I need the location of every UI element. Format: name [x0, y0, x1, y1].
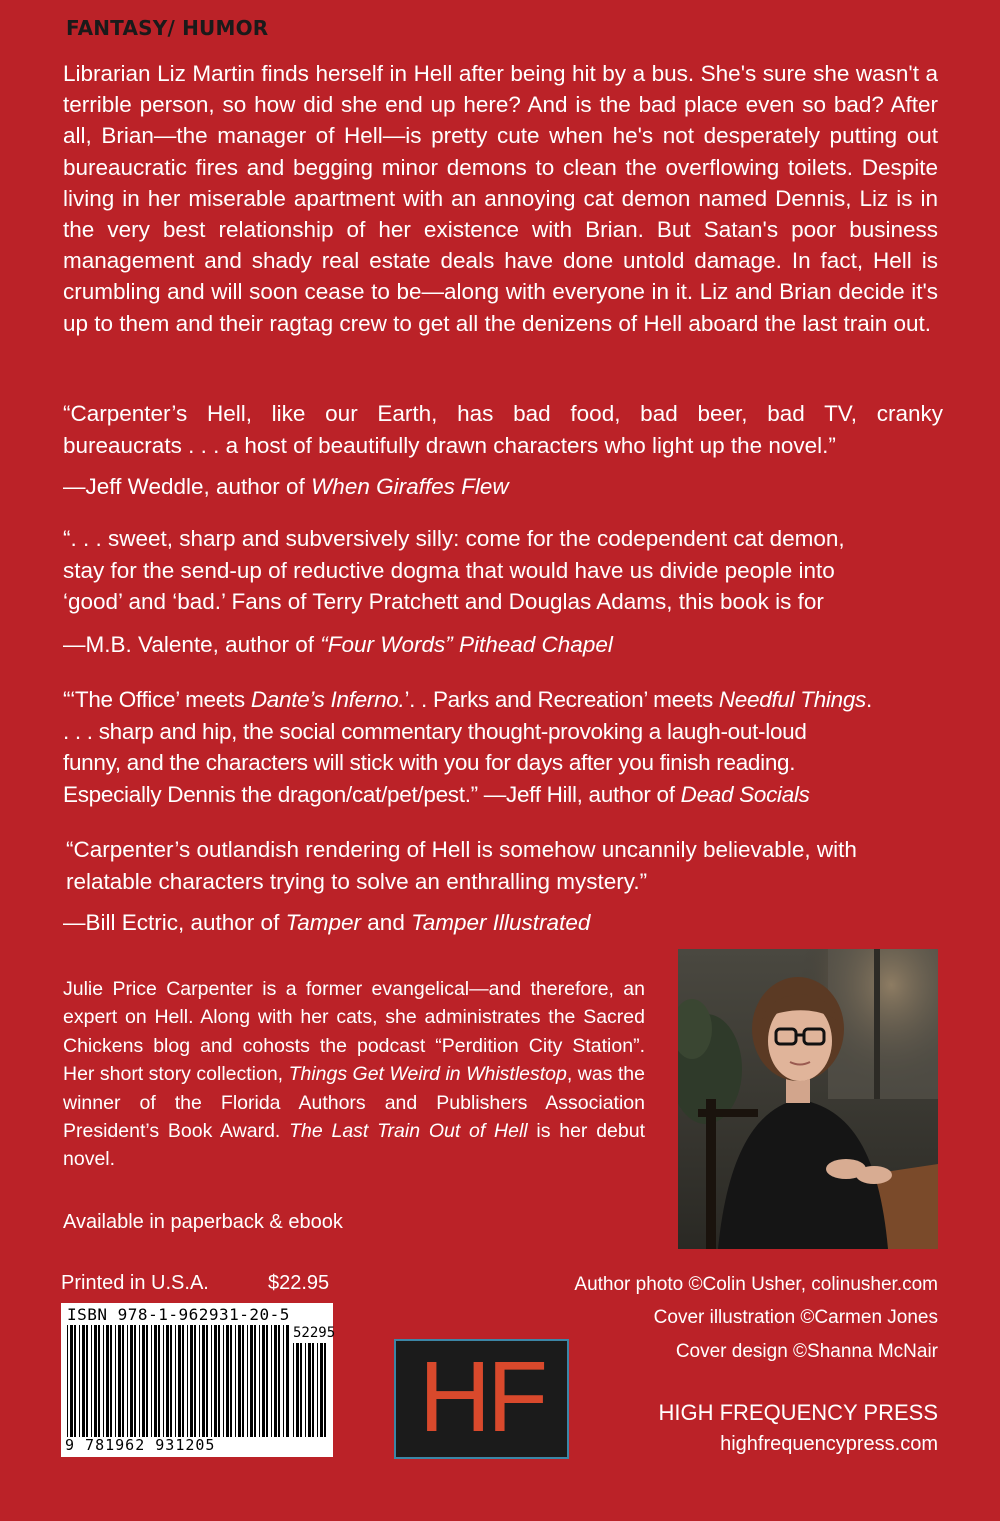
author-portrait-image: [678, 949, 938, 1249]
ean-bars: [67, 1325, 289, 1437]
attribution-author: —M.B. Valente, author of: [63, 632, 321, 657]
attribution-author: —Bill Ectric, author of: [63, 910, 286, 935]
review-quote-3: [63, 684, 943, 810]
quote-line: Especially Dennis the dragon/cat/pet/pest.” —Jeff Hill, author of Dead Socials: [63, 781, 810, 807]
attribution-work: Tamper: [285, 910, 362, 935]
price-bars: [293, 1343, 329, 1437]
design-credit: Cover design ©Shanna McNair: [675, 1341, 938, 1362]
publisher-website[interactable]: highfrequencypress.com: [720, 1433, 938, 1455]
attribution-work: Tamper Illustrated: [411, 910, 591, 935]
attribution-author: —Jeff Weddle, author of: [63, 474, 312, 499]
quote-line: ‘good’ and ‘bad.’ Fans of Terry Pratchett and Douglas Adams, this book is for: [63, 589, 824, 614]
ean-digits: 9 781962 931205: [65, 1436, 216, 1454]
quote-line: “. . . sweet, sharp and subversively silly: come for the codependent cat demon,: [63, 526, 845, 551]
quote-line: . . . sharp and hip, the social commentary thought-provoking a laugh-out-loud: [63, 718, 807, 744]
photo-credit: Author photo ©Colin Usher, colinusher.com: [574, 1274, 938, 1295]
quote-line: “‘The Office’ meets Dante’s Inferno.’. . Parks and Recreation’ meets Needful Things.: [63, 687, 872, 712]
review-quote-2: [63, 523, 943, 618]
book-price: $22.95: [268, 1272, 330, 1294]
illustration-credit: Cover illustration ©Carmen Jones: [653, 1307, 938, 1328]
isbn-number: ISBN 978-1-962931-20-5: [67, 1305, 290, 1324]
quote-line: “Carpenter’s outlandish rendering of Hell is somehow uncannily believable, with: [66, 837, 857, 862]
publisher-name: HIGH FREQUENCY PRESS: [658, 1400, 938, 1425]
quote-attribution-1: [63, 474, 509, 500]
quote-line: stay for the send-up of reductive dogma that would have us divide people into: [63, 557, 835, 583]
author-photo: [678, 949, 938, 1249]
quote-attribution-4: —Bill Ectric, author of Tamper and Tamper Illustrated: [63, 910, 591, 935]
quote-line: relatable characters trying to solve an enthralling mystery.”: [66, 868, 648, 894]
price-code: 52295: [293, 1325, 336, 1341]
publisher-logo-letters: HF: [418, 1341, 545, 1453]
book-blurb: Librarian Liz Martin finds herself in Hell after being hit by a bus. She's sure she wasn't a terrible person, so how did she end up here? And is the bad place even so bad? After all, Brian—the manager of Hell—is pretty cute when he's not desperately putting out bureaucratic fires and begging minor demons to clean the overflowing toilets. Despite living in her miserable apartment with an annoying cat demon named Dennis, Liz is in the very best relationship of her existence with Brian. But Satan's poor business management and shady real estate deals have done untold damage. In fact, Hell is crumbling and will soon cease to be—along with everyone in it. Liz and Brian decide it's up to them and their ragtag crew to get all the denizens of Hell aboard the last train out.: [63, 61, 938, 336]
quote-line: “Carpenter’s Hell, like our Earth, has bad food, bad beer, bad TV, cranky: [63, 401, 943, 426]
author-bio: Julie Price Carpenter is a former evangelical—and therefore, an expert on Hell. Along with her cats, she administrates the Sacred Chickens blog and cohosts the podcast “Perdition City Station”. Her short story collection, Things Get Weird in Whistlestop, was the winner of the Florida Authors and Publishers Association President’s Book Award. The Last Train Out of Hell is her debut novel.: [63, 978, 645, 1171]
attribution-work: When Giraffes Flew: [311, 474, 509, 499]
review-quote-1: [63, 398, 943, 461]
quote-line: bureaucrats . . . a host of beautifully drawn characters who light up the novel.”: [63, 432, 836, 458]
quote-line: funny, and the characters will stick with you for days after you finish reading.: [63, 750, 796, 775]
publisher-logo: [394, 1339, 569, 1459]
availability-note: Available in paperback & ebook: [63, 1211, 343, 1233]
attribution-work: “Four Words” Pithead Chapel: [320, 632, 613, 657]
review-quote-4: [66, 834, 946, 897]
printed-in: Printed in U.S.A.: [61, 1272, 209, 1294]
quote-attribution-2: [63, 632, 613, 658]
genre-label: FANTASY/ HUMOR: [66, 16, 269, 40]
isbn-barcode: [61, 1303, 336, 1457]
